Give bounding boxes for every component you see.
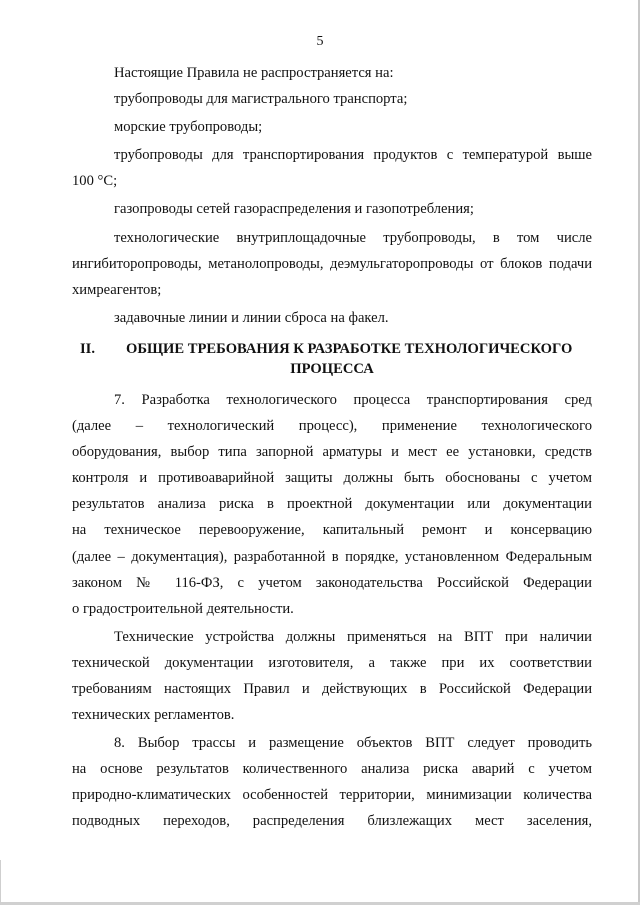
paragraph-line: результатов анализа риска в проектной документации или документации bbox=[72, 496, 592, 513]
exclusion-item-line: морские трубопроводы; bbox=[114, 119, 263, 136]
document-body bbox=[72, 60, 592, 835]
paragraph-line: контроля и противоаварийной защиты должны быть обоснованы с учетом bbox=[72, 470, 592, 487]
exclusion-item-line: трубопроводы для транспортирования продуктов с температурой выше bbox=[114, 147, 592, 164]
paragraph-line: Технические устройства должны применяться на ВПТ при наличии bbox=[114, 628, 592, 645]
paragraph-line: 7. Разработка технологического процесса транспортирования сред bbox=[114, 391, 592, 408]
paragraph-line: на основе результатов количественного анализа риска аварий с учетом bbox=[72, 761, 592, 778]
section-title-line2: ПРОЦЕССА bbox=[290, 360, 374, 377]
exclusion-item-line: ингибиторопроводы, метанолопроводы, деэмульгаторопроводы от блоков подачи bbox=[72, 255, 592, 272]
exclusion-item bbox=[72, 305, 592, 331]
spacer bbox=[72, 331, 592, 339]
paragraph-line: 8. Выбор трассы и размещение объектов ВПТ следует проводить bbox=[114, 735, 592, 752]
exclusion-item bbox=[72, 225, 592, 303]
exclusion-item-line: задавочные линии и линии сброса на факел. bbox=[114, 309, 389, 326]
paragraph-line: законом № 116-ФЗ, с учетом законодательства Российской Федерации bbox=[72, 574, 592, 591]
paragraph-line: природно-климатических особенностей территории, минимизации количества bbox=[72, 787, 592, 804]
exclusion-item-line: трубопроводы для магистрального транспорта; bbox=[114, 91, 408, 108]
paragraph-line: подводных переходов, распределения близлежащих мест заселения, bbox=[72, 813, 592, 830]
exclusion-item bbox=[72, 196, 592, 222]
paragraph-line: о градостроительной деятельности. bbox=[72, 600, 294, 617]
paragraph bbox=[72, 624, 592, 728]
exclusion-item-line: газопроводы сетей газораспределения и газопотребления; bbox=[114, 201, 474, 218]
exclusion-item-line: химреагентов; bbox=[72, 281, 162, 298]
section-number: II. bbox=[80, 340, 96, 357]
paragraph-list bbox=[72, 387, 592, 835]
exclusion-item-line: 100 °С; bbox=[72, 173, 118, 190]
paragraph bbox=[72, 730, 592, 834]
paragraph-line: технической документации изготовителя, а также при их соответствии bbox=[72, 654, 592, 671]
paragraph-line: на техническое перевооружение, капитальный ремонт и консервацию bbox=[72, 522, 592, 539]
exclusion-item bbox=[72, 114, 592, 140]
spacer bbox=[72, 379, 592, 387]
exclusion-list bbox=[72, 86, 592, 331]
exclusion-item bbox=[72, 86, 592, 112]
list-intro: Настоящие Правила не распространяется на: bbox=[114, 65, 394, 81]
paragraph bbox=[72, 387, 592, 622]
paragraph-line: (далее – документация), разработанной в порядке, установленном Федеральным bbox=[72, 548, 592, 565]
section-title-line1: ОБЩИЕ ТРЕБОВАНИЯ К РАЗРАБОТКЕ ТЕХНОЛОГИЧЕСКОГО bbox=[126, 340, 573, 357]
exclusion-item bbox=[72, 142, 592, 194]
paragraph-line: технических регламентов. bbox=[72, 707, 235, 724]
scan-edge-left bbox=[0, 860, 1, 905]
page-number: 5 bbox=[316, 34, 324, 49]
section-heading bbox=[72, 339, 592, 379]
exclusion-item-line: технологические внутриплощадочные трубопроводы, в том числе bbox=[114, 229, 592, 246]
paragraph-line: оборудования, выбор типа запорной арматуры и мест ее установки, средств bbox=[72, 444, 592, 461]
paragraph-line: требованиям настоящих Правил и действующих в Российской Федерации bbox=[72, 680, 592, 697]
paragraph-line: (далее – технологический процесс), применение технологического bbox=[72, 418, 592, 435]
